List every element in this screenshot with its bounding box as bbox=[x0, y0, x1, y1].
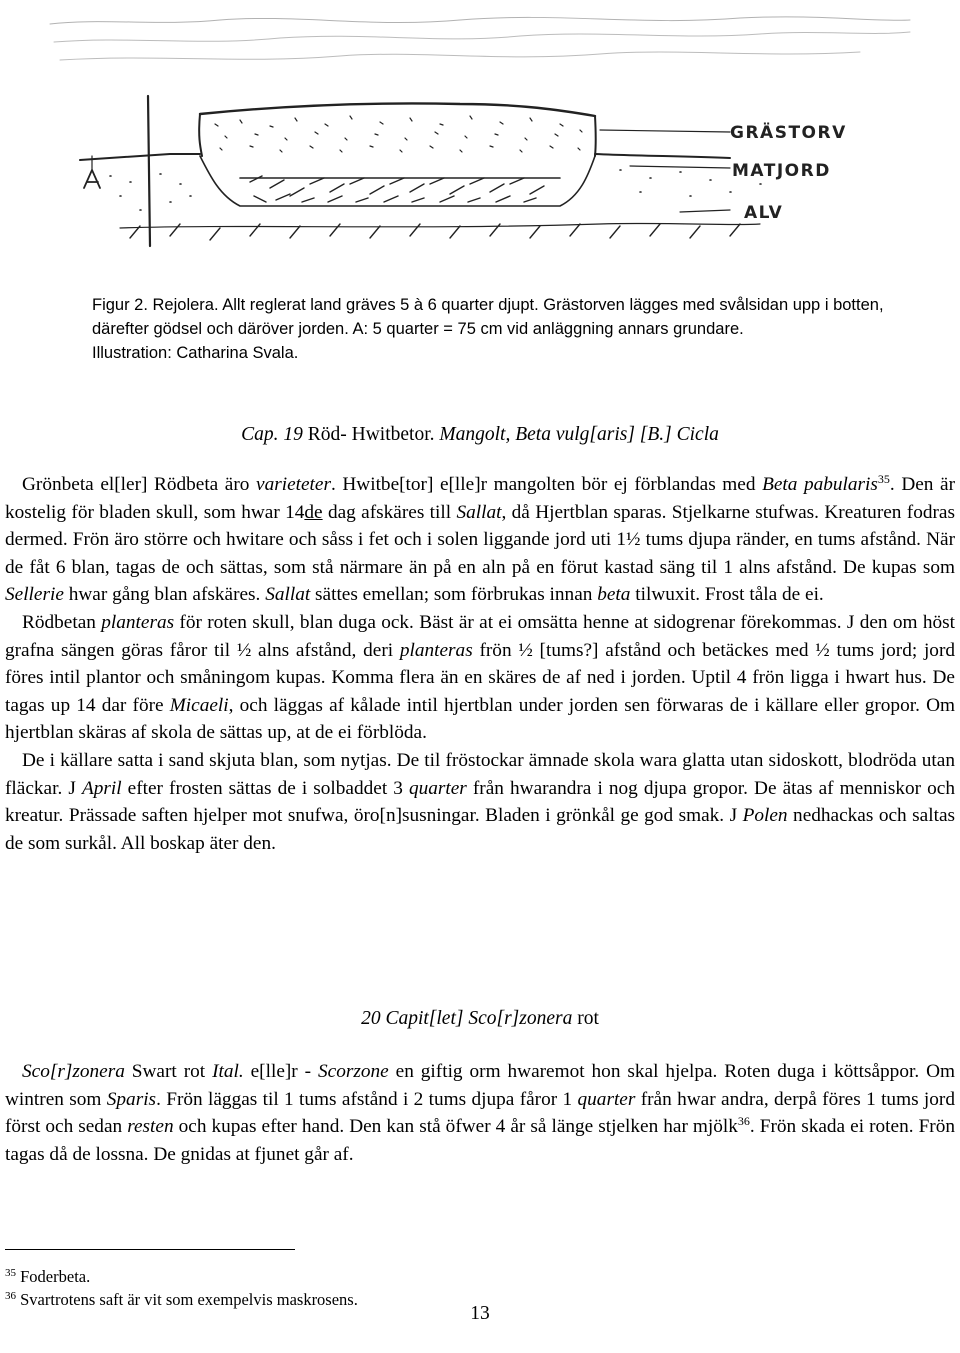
chapter-19-body bbox=[5, 471, 955, 857]
label-grastorv: GRÄSTORV bbox=[730, 123, 847, 143]
chapter-latin-name: Sco[r]zonera bbox=[468, 1008, 573, 1029]
chapter-number: Cap. 19 bbox=[241, 424, 303, 445]
chapter-19-heading bbox=[0, 424, 960, 446]
chapter-latin-name: Mangolt, Beta vulg[aris] [B.] Cicla bbox=[439, 424, 719, 445]
figure-caption bbox=[92, 293, 922, 365]
footnote-ref: 35 bbox=[877, 472, 890, 486]
chapter-20-heading bbox=[0, 1008, 960, 1030]
paragraph: De i källare satta i sand skjuta blan, som nytjas. De til fröstockar ämnade skola wara glatta utan sidoskott, blodröda utan fläckar. J April efter frosten sättas de i solbaddet 3 quarter från hwarandra i nog djupa gropor. De ätas af menniskor och kreatur. Prässade saften hjelper mot snufwa, öro[n]susningar. Bladen i grönkål ge god smak. J Polen nedhackas och saltas de som surkål. All boskap äter den. bbox=[5, 749, 955, 854]
caption-line: därefter gödsel och däröver jorden. A: 5 quarter = 75 cm vid anläggning annars grundare. bbox=[92, 320, 744, 338]
page-number: 13 bbox=[470, 1303, 490, 1324]
label-matjord: MATJORD bbox=[732, 161, 831, 181]
trench-drawing bbox=[40, 6, 920, 292]
chapter-20-body bbox=[5, 1058, 955, 1168]
caption-line: Illustration: Catharina Svala. bbox=[92, 344, 299, 362]
chapter-title: Röd- Hwitbetor. bbox=[307, 424, 435, 445]
paragraph: Grönbeta el[ler] Rödbeta äro varieteter. Hwitbe[tor] e[lle]r mangolten bör ej förblandas med Beta pabularis$^{35}$. Den är kostelig för bladen skull, som hwar 14de dag afskäres till Sallat, då Hjertblan sparas. Stjelkarne stufwas. Kreaturen fodras dermed. Frön äro större och hwitare och såss i fet och i solen liggande jord uti 1½ tums djupa ränder, en tums afstånd. När de fåt 6 blan, tagas de och sättas, som stå närmare än på en aln på en förut kastad säng til 1 alns afstånd. De kupas som Sellerie hwar gång blan afskäres. Sallat sättes emellan; som förbrukas innan beta tilwuxit. Frost tåla de ei. bbox=[5, 472, 955, 606]
label-alv: ALV bbox=[744, 203, 784, 223]
footnote: $^{36}$ Svartrotens saft är vit som exempelvis maskrosens. bbox=[5, 1290, 358, 1309]
footnote-ref: 36 bbox=[737, 1114, 750, 1129]
footnote-divider bbox=[5, 1249, 295, 1250]
paragraph: Sco[r]zonera Swart rot Ital. e[lle]r - Scorzone en giftig orm hwaremot hon skal hjelpa. Roten duga i köttsåppor. Om wintren som Sparis. Frön läggas til 1 tums afstånd i 2 tums djupa fåror 1 quarter från hwar andra, derpå föres 1 tums jord först och sedan resten och kupas efter hand. Den kan stå öfwer 4 år så länge stjelken har mjölk$^{36}$. Frön skada ei roten. Frön tagas då de lossna. De gnidas at fjunet går af. bbox=[5, 1061, 955, 1165]
chapter-number: 20 Capit[let] bbox=[361, 1008, 464, 1029]
caption-line: Figur 2. Rejolera. Allt reglerat land gräves 5 à 6 quarter djupt. Grästorven lägges med svålsidan upp i botten, bbox=[92, 296, 884, 314]
footnote: $^{35}$ Foderbeta. bbox=[5, 1267, 91, 1286]
trench-illustration bbox=[40, 6, 920, 292]
paragraph: Rödbetan planteras för roten skull, blan duga ock. Bäst är at ei omsätta henne at sidogrenar förekommas. J den om höst grafna sängen göras fåror til ½ alns afstånd, deri planteras frön ½ [tums?] afstånd och betäckes med ½ tums jord; jord föres intil plantor och småningom kupas. Komma flera än en skäres de af ned i jorden. Uptil 4 frön ligga i hwart hus. De tagas up 14 dar före Micaeli, och läggas af kålade intil hjertblan under jorden sen förwaras de i källare eller gropor. Om hjertblan skäras af skola de sättas up, at de ei förblöda. bbox=[5, 611, 956, 744]
chapter-title: rot bbox=[577, 1008, 599, 1029]
